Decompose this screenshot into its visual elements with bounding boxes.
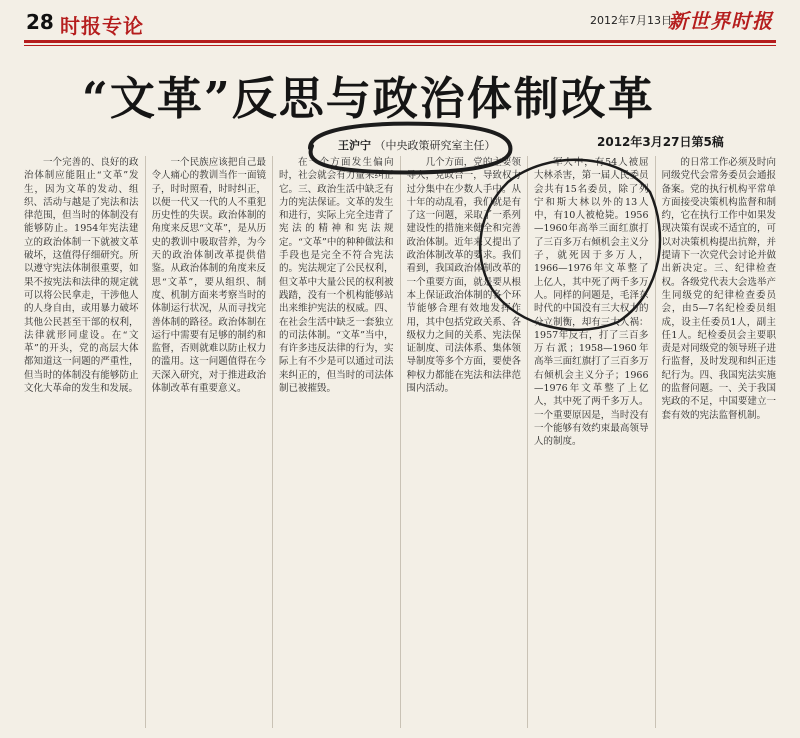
author-name: 王沪宁 [338, 139, 371, 152]
text-column-6 [662, 156, 777, 728]
article-body [24, 156, 776, 728]
column-divider [145, 156, 146, 728]
paragraph: 几个方面，党的主要领导人，党政合一，导致权力过分集中在少数人手中。从十年的动乱看，我们就是有了这一问题，采取了一系列建设性的措施来健全和完善政治体制。近年来又提出了政治体制改革的要求。我们看到，我国政治体制改革的一个重要方面，就是要从根本上保证政治体制的各个环节能够合理有效地发挥作用，其中包括党政关系、各级权力之间的关系、宪法保证制度、司法体系、集体领导制度等多个方面，要使各种权力都能在宪法和法律范围内活动。 [406, 157, 521, 395]
masthead [0, 0, 800, 52]
article-headline: “文革”反思与政治体制改革 [82, 72, 655, 125]
newspaper-name: 新世界时报 [668, 9, 773, 33]
column-divider [655, 156, 656, 728]
column-divider [527, 156, 528, 728]
author-affiliation: （中央政策研究室主任） [374, 139, 496, 152]
paragraph: 军人中，有54人被屈大林杀害，第一届人民委员会共有15名委员，除了列宁和斯大林以外的13人中，有10人被枪毙。1956—1960年高举三面红旗打了三百多万右倾机会主义分子，就死因于多万人，1966—1976年文革整了上亿人，其中死了两千多万人。同样的问题是，毛泽东时代的中国没有三大权力的分立制衡，却有三大人祸：1957年反右，打了三百多万右派；1958—1960年高举三面红旗打了三百多万右倾机会主义分子；1966—1976年文革整了上亿人，其中死了两千多万人。一个重要原因是，当时没有一个能够有效约束最高领导人的制度。 [534, 157, 649, 448]
masthead-rule-thin [24, 45, 776, 46]
column-divider [400, 156, 401, 728]
draft-date: 2012年3月27日第5稿 [597, 135, 724, 149]
column-divider [272, 156, 273, 728]
page-number: 28 [26, 10, 54, 34]
section-title: 时报专论 [60, 14, 144, 38]
paragraph: 在一个方面发生偏向时，社会就会有力量来纠正它。三、政治生活中缺乏有力的宪法保证。文革的发生和进行，实际上完全违背了宪法的精神和宪法规定。“文革”中的种种做法和手段也是完全不符合宪法的。宪法规定了公民权利，但文革中大量公民的权利被践踏，没有一个机构能够站出来维护宪法的权威。四、在社会生活中缺乏一套独立的司法体制。“文革”当中，有许多违反法律的行为，实际上有不少是可以通过司法来纠正的，但当时的司法体制已被摧毁。 [279, 157, 394, 395]
text-column-1 [24, 156, 139, 728]
paragraph: 一个民族应该把自己最令人痛心的教训当作一面镜子，时时照看，时时纠正，以便一代又一代的人不重犯历史性的失误。政治体制的角度来反思“文革”，是从历史的教训中吸取营养，为今天的政治体制改革提供借鉴。从政治体制的角度来反思“文革”，要从组织、制度、机制方面来考察当时的体制运行状况，从而寻找完善体制的路径。政治体制在运行中需要有足够的制约和监督，否则就难以防止权力的滥用。这一问题值得在今天深入研究，对于推进政治体制改革有重要意义。 [151, 157, 266, 395]
text-column-2 [152, 156, 267, 728]
byline [338, 137, 496, 153]
text-column-4 [407, 156, 522, 728]
masthead-rule [24, 40, 776, 43]
text-column-5 [534, 156, 649, 728]
paragraph: 的日常工作必须及时向同级党代会常务委员会通报备案。党的执行机构平常单方面接受决策机构监督和制约，它在执行工作中如果发现决策有误或不适宜的，可以对决策机构提出抗辩，并提请下一次党代会讨论并做出新决定。三、纪律检查权。各级党代表大会选举产生同级党的纪律检查委员会，由5—7名纪检委员组成，设主任委员1人，副主任1人。纪检委员会主要职责是对同级党的领导班子进行监督，及时发现和纠正违纪行为。四、我国宪法实施的监督问题。一、关于我国宪政的不足，中国要建立一套有效的宪法监督机制。 [661, 157, 776, 421]
issue-date: 2012年7月13日 [590, 14, 672, 27]
paragraph: 一个完善的、良好的政治体制应能阻止“文革”发生，因为文革的发动、组织、活动与越是了宪法和法律范围，但当时的体制没有能够防止。1954年宪法建立的政治体制一下就被文革破坏，这值得仔细研究。所以遵守宪法体制很重要，如果不按宪法和法律的规定就可以将公民拿走，干涉他人的人身自由，或用暴力破坏其他公民甚至干部的权利，法律就形同虚设。在“文革”的开头，党的高层大体都知道这一问题的严重性，但当时的体制没有能够防止文化大革命的发生和发展。 [24, 157, 139, 395]
text-column-3 [279, 156, 394, 728]
